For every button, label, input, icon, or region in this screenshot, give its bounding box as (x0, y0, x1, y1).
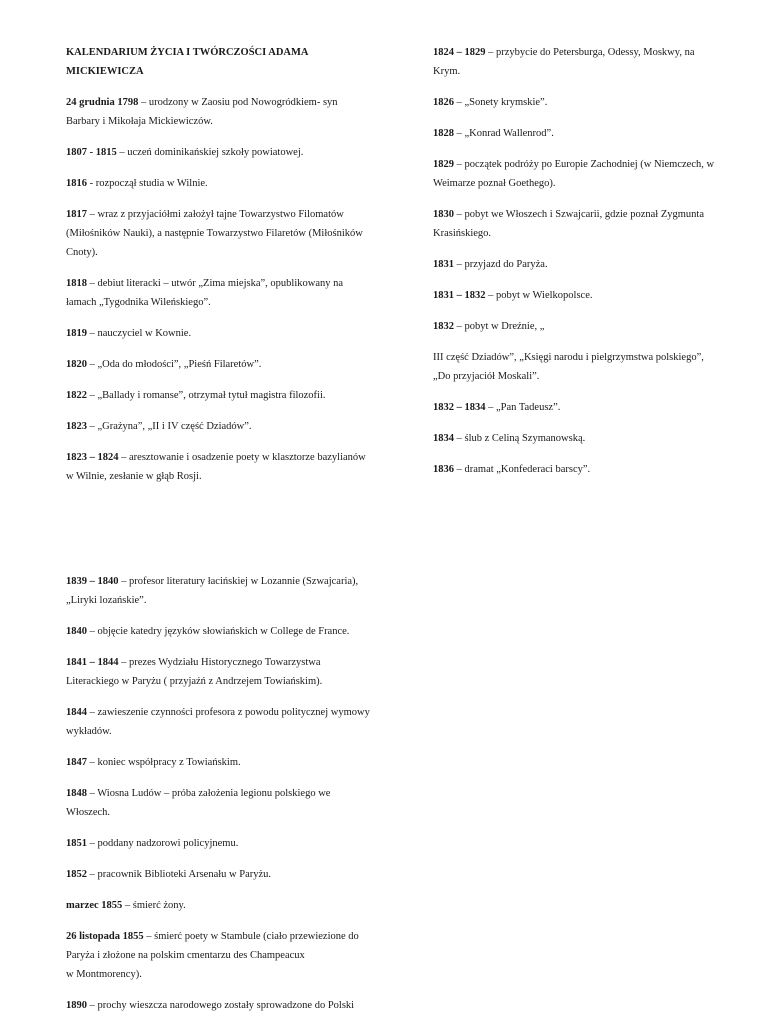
timeline-entry (66, 753, 371, 772)
entry-text: – koniec współpracy z Towiańskim. (87, 757, 241, 768)
entry-text: – pobyt we Włoszech i Szwajcarii, gdzie poznał Zygmunta Krasińskiego. (433, 209, 704, 239)
entry-date: 1848 (66, 788, 87, 799)
timeline-entry (433, 255, 723, 274)
timeline-entry (433, 43, 723, 81)
timeline-list (433, 43, 723, 479)
entry-text: – przybycie do Petersburga, Odessy, Moskwy, na Krym. (433, 47, 695, 77)
entry-text: – nauczyciel w Kownie. (87, 328, 192, 339)
entry-date: 1851 (66, 838, 87, 849)
timeline-entry (66, 386, 366, 405)
entry-text: – „Sonety krymskie”. (454, 97, 548, 108)
entry-date: 1822 (66, 390, 87, 401)
entry-text: – przyjazd do Paryża. (454, 259, 548, 270)
entry-text: – „Grażyna”, „II i IV część Dziadów”. (87, 421, 252, 432)
timeline-entry (66, 865, 371, 884)
entry-text: – zawieszenie czynności profesora z powodu politycznej wymowy wykładów. (66, 707, 370, 737)
entry-text: – „Konrad Wallenrod”. (454, 128, 554, 139)
timeline-entry (66, 784, 371, 822)
entry-date: marzec 1855 (66, 900, 123, 911)
entry-text: - rozpoczął studia w Wilnie. (87, 178, 208, 189)
left-column (66, 43, 366, 498)
entry-date: 1819 (66, 328, 87, 339)
entry-text: – „Ballady i romanse”, otrzymał tytuł magistra filozofii. (87, 390, 326, 401)
entry-date: 1852 (66, 869, 87, 880)
entry-text: – aresztowanie i osadzenie poety w klasztorze bazylianów w Wilnie, zesłanie w głąb Rosji. (66, 452, 366, 482)
timeline-list (66, 572, 371, 1015)
timeline-entry (433, 348, 723, 386)
entry-text: – prochy wieszcza narodowego zostały sprowadzone do Polski (87, 1000, 355, 1011)
entry-date: 1831 (433, 259, 454, 270)
timeline-entry (66, 143, 366, 162)
timeline-entry (433, 398, 723, 417)
entry-date: 1836 (433, 464, 454, 475)
entry-text: – pobyt w Dreźnie, „ (454, 321, 545, 332)
timeline-entry (66, 896, 371, 915)
entry-text: – początek podróży po Europie Zachodniej (w Niemczech, w Weimarze poznał Goethego). (433, 159, 715, 189)
entry-date: 1820 (66, 359, 87, 370)
entry-text: – pobyt w Wielkopolsce. (485, 290, 593, 301)
timeline-entry (433, 124, 723, 143)
entry-text: – śmierć poety w Stambule (ciało przewiezione do Paryża i złożone na polskim cmentarzu des Champeacux w Montmorency). (66, 931, 359, 980)
entry-text: – dramat „Konfederaci barscy”. (454, 464, 591, 475)
timeline-entry (66, 927, 371, 984)
entry-text: – debiut literacki – utwór „Zima miejska”, opublikowany na łamach „Tygodnika Wileńskiego”. (66, 278, 344, 308)
entry-date: 1826 (433, 97, 454, 108)
timeline-entry (66, 653, 371, 691)
entry-text: – wraz z przyjaciółmi założył tajne Towarzystwo Filomatów (Miłośników Nauki), a następnie Towarzystwo Filaretów (Miłośników Cnoty). (66, 209, 363, 258)
right-column (433, 43, 723, 491)
timeline-entry (433, 286, 723, 305)
entry-date: 1847 (66, 757, 87, 768)
entry-date: 1840 (66, 626, 87, 637)
entry-date: 1816 (66, 178, 87, 189)
entry-text: – poddany nadzorowi policyjnemu. (87, 838, 239, 849)
entry-text: – prezes Wydziału Historycznego Towarzystwa Literackiego w Paryżu ( przyjaźń z Andrzejem Towiańskim). (66, 657, 323, 687)
entry-date: 1890 (66, 1000, 87, 1011)
timeline-entry (66, 324, 366, 343)
timeline-entry (433, 460, 723, 479)
timeline-entry (433, 93, 723, 112)
entry-date: 1817 (66, 209, 87, 220)
entry-date: 1844 (66, 707, 87, 718)
entry-date: 1832 (433, 321, 454, 332)
timeline-entry (66, 205, 366, 262)
entry-date: 1832 – 1834 (433, 402, 486, 413)
entry-text: – „Pan Tadeusz”. (485, 402, 561, 413)
entry-text: – Wiosna Ludów – próba założenia legionu polskiego we Włoszech. (66, 788, 331, 818)
timeline-entry (66, 622, 371, 641)
entry-date: 1829 (433, 159, 454, 170)
timeline-entry (433, 205, 723, 243)
entry-date: 1839 – 1840 (66, 576, 119, 587)
entry-date: 1824 – 1829 (433, 47, 486, 58)
timeline-entry (66, 274, 366, 312)
timeline-entry (66, 355, 366, 374)
timeline-entry (433, 317, 723, 336)
entry-date: 1823 (66, 421, 87, 432)
entry-date: 24 grudnia 1798 (66, 97, 139, 108)
timeline-entry (66, 417, 366, 436)
entry-text: – profesor literatury łacińskiej w Lozannie (Szwajcaria), „Liryki lozańskie”. (66, 576, 359, 606)
timeline-entry (433, 429, 723, 448)
entry-date: 1807 - 1815 (66, 147, 117, 158)
timeline-entry (66, 174, 366, 193)
entry-date: 1830 (433, 209, 454, 220)
entry-text: III część Dziadów”, „Księgi narodu i pielgrzymstwa polskiego”, „Do przyjaciół Moskali”. (433, 352, 704, 382)
timeline-entry (66, 448, 366, 486)
entry-date: 1818 (66, 278, 87, 289)
entry-date: 1823 – 1824 (66, 452, 119, 463)
entry-date: 1841 – 1844 (66, 657, 119, 668)
document-title: KALENDARIUM ŻYCIA I TWÓRCZOŚCI ADAMA MICKIEWICZA (66, 47, 308, 77)
timeline-list (66, 93, 366, 486)
timeline-entry (66, 834, 371, 853)
timeline-entry (66, 93, 366, 131)
entry-text: – objęcie katedry języków słowiańskich w College de France. (87, 626, 350, 637)
timeline-entry (66, 703, 371, 741)
entry-date: 1828 (433, 128, 454, 139)
entry-text: – uczeń dominikańskiej szkoły powiatowej. (116, 147, 304, 158)
entry-text: – ślub z Celiną Szymanowską. (454, 433, 586, 444)
entry-text: – pracownik Biblioteki Arsenału w Paryżu. (87, 869, 272, 880)
entry-text: – „Oda do młodości”, „Pieśń Filaretów”. (87, 359, 262, 370)
entry-date: 1831 – 1832 (433, 290, 486, 301)
bottom-column (66, 572, 371, 1027)
timeline-entry (66, 572, 371, 610)
timeline-entry (433, 155, 723, 193)
entry-text: – urodzony w Zaosiu pod Nowogródkiem- syn Barbary i Mikołaja Mickiewiczów. (66, 97, 338, 127)
entry-date: 1834 (433, 433, 454, 444)
entry-text: – śmierć żony. (122, 900, 186, 911)
timeline-entry (66, 996, 371, 1015)
entry-date: 26 listopada 1855 (66, 931, 144, 942)
